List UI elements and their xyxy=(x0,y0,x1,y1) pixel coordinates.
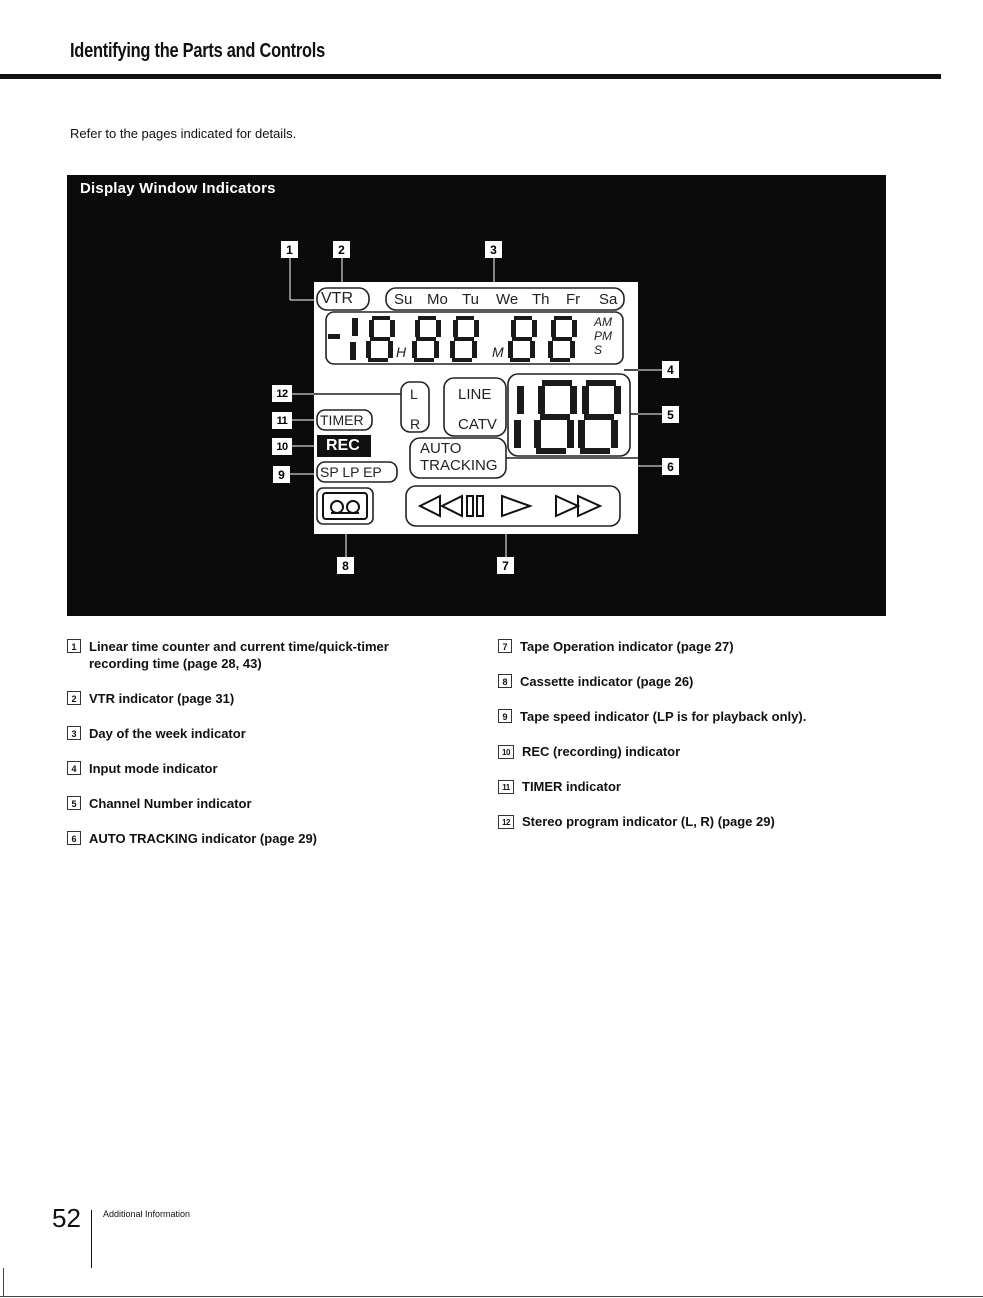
legend-text-7: Tape Operation indicator (page 27) xyxy=(520,639,734,654)
legend-text-3: Day of the week indicator xyxy=(89,726,246,741)
legend-text-8: Cassette indicator (page 26) xyxy=(520,674,694,689)
pause-icon xyxy=(467,496,473,516)
day-th: Th xyxy=(532,291,550,308)
seconds-indicator: S xyxy=(594,343,603,357)
legend-text-9: Tape speed indicator (LP is for playback only). xyxy=(520,709,807,724)
rewind-icon xyxy=(420,496,440,516)
legend-item-5 xyxy=(67,795,252,812)
callout-12: 12 xyxy=(272,385,292,402)
legend-item-2 xyxy=(67,690,234,707)
callout-8: 8 xyxy=(337,557,354,574)
legend-num-1: 1 xyxy=(67,639,81,653)
callout-1: 1 xyxy=(281,241,298,258)
legend-text-2: VTR indicator (page 31) xyxy=(89,691,235,706)
legend-item-7 xyxy=(498,638,734,655)
day-tu: Tu xyxy=(462,291,479,308)
day-sa: Sa xyxy=(599,291,618,308)
legend-num-9: 9 xyxy=(498,709,512,723)
rec-indicator: REC xyxy=(326,437,360,454)
stereo-l: L xyxy=(410,386,418,402)
legend-text-6: AUTO TRACKING indicator (page 29) xyxy=(89,831,318,846)
day-mo: Mo xyxy=(427,291,448,308)
legend-num-7: 7 xyxy=(498,639,512,653)
legend-item-8 xyxy=(498,673,693,690)
legend-item-12 xyxy=(498,813,775,830)
fast-forward-icon xyxy=(556,496,578,516)
legend-num-8: 8 xyxy=(498,674,512,688)
legend-item-9 xyxy=(498,708,806,725)
legend-text-5: Channel Number indicator xyxy=(89,796,252,811)
legend-item-3 xyxy=(67,725,246,742)
section-title: Identifying the Parts and Controls xyxy=(70,40,325,62)
cassette-icon xyxy=(323,493,367,519)
hour-unit: H xyxy=(396,344,407,360)
callout-10: 10 xyxy=(272,438,292,455)
tape-speed-indicator: SP LP EP xyxy=(320,464,382,480)
legend-item-11 xyxy=(498,778,621,795)
bottom-rule xyxy=(0,1296,983,1297)
legend-num-5: 5 xyxy=(67,796,81,810)
legend-num-6: 6 xyxy=(67,831,81,845)
legend-text-1b: recording time (page 28, 43) xyxy=(89,656,262,671)
legend-num-11: 11 xyxy=(498,780,514,794)
tracking-label: TRACKING xyxy=(420,457,498,474)
legend-text-10: REC (recording) indicator xyxy=(522,744,681,759)
callout-9: 9 xyxy=(273,466,290,483)
day-we: We xyxy=(496,291,519,308)
auto-label: AUTO xyxy=(420,440,462,457)
play-icon xyxy=(502,496,530,516)
legend-num-12: 12 xyxy=(498,815,514,829)
legend-item-1 xyxy=(67,638,467,672)
legend-item-10 xyxy=(498,743,680,760)
callout-11: 11 xyxy=(272,412,292,429)
lcd-frame xyxy=(314,282,638,534)
footer-divider xyxy=(91,1210,92,1268)
pm-indicator: PM xyxy=(594,329,612,343)
callout-4: 4 xyxy=(662,361,679,378)
legend-num-4: 4 xyxy=(67,761,81,775)
am-indicator: AM xyxy=(594,315,612,329)
panel-title: Display Window Indicators xyxy=(80,180,276,197)
legend-text-4: Input mode indicator xyxy=(89,761,218,776)
legend-item-4 xyxy=(67,760,218,777)
callout-6: 6 xyxy=(662,458,679,475)
footer-section-label: Additional Information xyxy=(103,1209,191,1219)
callout-3: 3 xyxy=(485,241,502,258)
day-fr: Fr xyxy=(566,291,581,308)
legend-num-3: 3 xyxy=(67,726,81,740)
page-number: 52 xyxy=(52,1203,81,1233)
timer-indicator: TIMER xyxy=(320,412,364,428)
minute-unit: M xyxy=(492,344,504,360)
callout-7: 7 xyxy=(497,557,514,574)
vtr-indicator: VTR xyxy=(321,290,353,307)
callout-2: 2 xyxy=(333,241,350,258)
legend-item-6 xyxy=(67,830,317,847)
stereo-r: R xyxy=(410,416,421,432)
input-line: LINE xyxy=(458,386,492,403)
input-catv: CATV xyxy=(458,416,497,433)
intro-text: Refer to the pages indicated for details. xyxy=(70,126,297,141)
legend-num-10: 10 xyxy=(498,745,514,759)
left-edge-mark xyxy=(3,1268,4,1296)
legend-text-11: TIMER indicator xyxy=(522,779,621,794)
legend-text-1: Linear time counter and current time/quick-timer xyxy=(89,639,389,654)
legend-num-2: 2 xyxy=(67,691,81,705)
lcd-display xyxy=(314,282,638,534)
legend-text-12: Stereo program indicator (L, R) (page 29) xyxy=(522,814,775,829)
callout-5: 5 xyxy=(662,406,679,423)
day-su: Su xyxy=(394,291,413,308)
